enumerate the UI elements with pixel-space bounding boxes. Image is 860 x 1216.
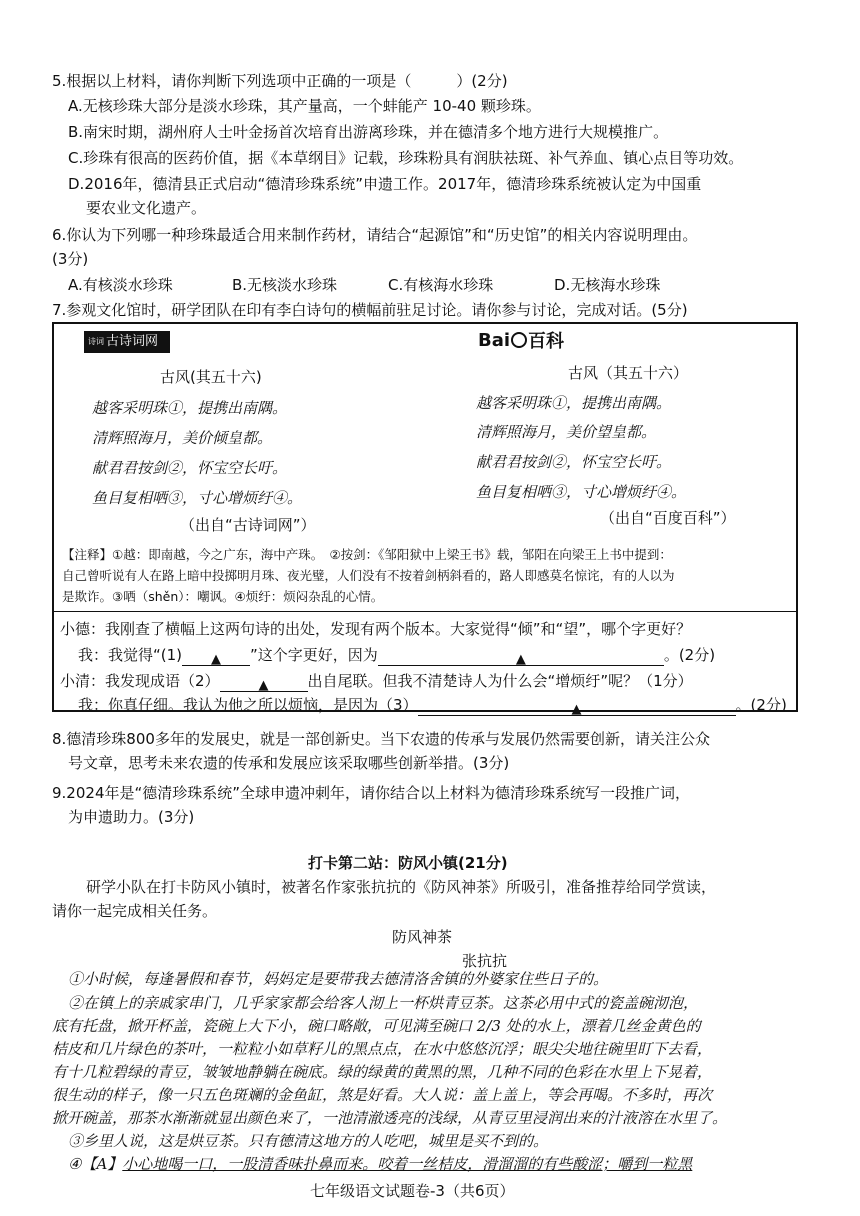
note-line-2: 自己曾听说有人在路上暗中投掷明月珠、夜光璧，人们没有不按着剑柄斜看的，路人即感莫名惊诧，有的人以为 xyxy=(62,568,675,583)
right-poem-title: 古风（其五十六） xyxy=(568,364,689,382)
right-source: （出自“百度百科”） xyxy=(600,509,736,527)
q6-option-b: B.无核淡水珍珠 xyxy=(232,276,338,294)
dialog-xiaoqing-b: 出自尾联。但我不清楚诗人为什么会“增烦纡”呢？（1分） xyxy=(307,672,693,690)
note-line-3: 是欺诈。③哂（shěn）：嘲讽。④烦纡：烦闷杂乱的心情。 xyxy=(62,589,384,604)
dialog-me-2-b: 。(2分) xyxy=(735,696,787,714)
dialog-divider xyxy=(52,611,796,612)
station-heading: 打卡第二站：防风小镇(21分) xyxy=(308,854,508,872)
paragraph-2-line-6: 掀开碗盖，那茶水渐渐就显出颜色来了，一池清澈透亮的浅绿，从青豆里浸润出来的汁液溶在水里了。 xyxy=(52,1109,728,1127)
baidu-logo-text: Bai xyxy=(478,329,511,351)
gushiciwang-logo-mark: 诗词 xyxy=(88,337,104,346)
paragraph-4 xyxy=(68,1153,692,1175)
q5-stem: 5.根据以上材料，请你判断下列选项中正确的一项是（ ）(2分) xyxy=(52,72,508,90)
gushiciwang-logo-text: 古诗词网 xyxy=(106,334,159,349)
q6-points: (3分) xyxy=(52,250,89,268)
left-poem-line-1: 越客采明珠①，提携出南隅。 xyxy=(92,399,288,417)
paragraph-2-line-4: 有十几粒碧绿的青豆，皱皱地静躺在碗底。绿的绿黄的黄黑的黑，几种不同的色彩在水里上下晃着， xyxy=(52,1063,713,1081)
left-poem-line-4: 鱼目复相哂③，寸心增烦纡④。 xyxy=(92,489,303,507)
q9-line-2: 为申遗助力。(3分) xyxy=(68,808,195,826)
gushiciwang-logo xyxy=(84,331,170,353)
page-footer: 七年级语文试题卷-3（共6页） xyxy=(310,1182,515,1200)
dialog-me-1-a: 我：我觉得“(1) xyxy=(78,646,183,664)
blank-marker: ▲ xyxy=(515,652,526,667)
right-poem-line-4: 鱼目复相哂③，寸心增烦纡④。 xyxy=(476,483,687,501)
q9-line-1: 9.2024年是“德清珍珠系统”全球申遗冲刺年，请你结合以上材料为德清珍珠系统写一段推广词， xyxy=(52,784,691,802)
right-poem-line-1: 越客采明珠①，提携出南隅。 xyxy=(476,394,672,412)
paragraph-4-underlined: 小心地喝一口，一股清香味扑鼻而来。咬着一丝桔皮，滑溜溜的有些酸涩；嚼到一粒黑 xyxy=(122,1155,693,1173)
article-author: 张抗抗 xyxy=(462,952,508,970)
answer-blank-2[interactable] xyxy=(220,675,308,692)
q8-line-1: 8.德清珍珠800多年的发展史，就是一部创新史。当下农遗的传承与发展仍然需要创新，请关注公众 xyxy=(52,730,710,748)
left-poem-line-2: 清辉照海月，美价倾皇都。 xyxy=(92,429,273,447)
baike-logo-text: 百科 xyxy=(528,331,565,352)
answer-blank-1-reason[interactable] xyxy=(378,649,664,666)
q5-option-c: C.珍珠有很高的医药价值，据《本草纲目》记载，珍珠粉具有润肤祛斑、补气养血、镇心点目等功效。 xyxy=(68,149,744,167)
dialog-xiaode: 小德：我刚查了横幅上这两句诗的出处，发现有两个版本。大家觉得“倾”和“望”，哪个字更好？ xyxy=(60,620,692,638)
paragraph-2-line-2: 底有托盘，掀开杯盖，瓷碗上大下小，碗口略敞，可见满至碗口 2/3 处的水上，漂着几丝金黄色的 xyxy=(52,1017,701,1035)
blank-marker: ▲ xyxy=(211,652,222,667)
article-title: 防风神茶 xyxy=(392,928,453,946)
dialog-me-2-a: 我：你真仔细。我认为他之所以烦恼，是因为（3） xyxy=(78,696,418,714)
dialog-xiaoqing xyxy=(60,670,693,692)
paragraph-1: ①小时候，每逢暑假和春节，妈妈定是要带我去德清洛舍镇的外婆家住些日子的。 xyxy=(68,970,609,988)
q8-line-2: 号文章，思考未来农遗的传承和发展应该采取哪些创新举措。(3分) xyxy=(68,754,510,772)
answer-blank-3[interactable] xyxy=(418,699,736,716)
q6-option-a: A.有核淡水珍珠 xyxy=(68,276,173,294)
paragraph-2-line-5: 很生动的样子，像一只五色斑斓的金鱼缸，煞是好看。大人说：盖上盖上，等会再喝。不多时，再次 xyxy=(52,1086,713,1104)
paragraph-2-line-1: ②在镇上的亲戚家串门，几乎家家都会给客人沏上一杯烘青豆茶。这茶必用中式的瓷盖碗沏泡， xyxy=(68,994,699,1012)
dialog-me-2 xyxy=(78,694,787,716)
note-line-1: 【注释】①越：即南越，今之广东，海中产珠。 ②按剑：《邹阳狱中上梁王书》载，邹阳在向梁王上书中提到： xyxy=(62,547,672,562)
left-poem-line-3: 献君君按剑②，怀宝空长吁。 xyxy=(92,459,288,477)
q5-option-d-cont: 要农业文化遗产。 xyxy=(86,199,207,217)
dialog-me-1-c: 。(2分) xyxy=(663,646,716,664)
dialog-me-1-b: ”这个字更好，因为 xyxy=(250,646,378,664)
q6-stem: 6.你认为下列哪一种珍珠最适合用来制作药材，请结合“起源馆”和“历史馆”的相关内容说明理由。 xyxy=(52,226,698,244)
right-poem-line-3: 献君君按剑②，怀宝空长吁。 xyxy=(476,453,672,471)
left-source: （出自“古诗词网”） xyxy=(180,516,316,534)
q5-option-d: D.2016年，德清县正式启动“德清珍珠系统”申遗工作。2017年，德清珍珠系统被认定为中国重 xyxy=(68,175,702,193)
paragraph-4-marker: ④【A】 xyxy=(68,1155,123,1173)
q6-option-c: C.有核海水珍珠 xyxy=(388,276,494,294)
blank-marker: ▲ xyxy=(571,702,582,717)
paragraph-3: ③乡里人说，这是烘豆茶。只有德清这地方的人吃吧，城里是买不到的。 xyxy=(68,1132,549,1150)
right-poem-line-2: 清辉照海月，美价望皇都。 xyxy=(476,423,657,441)
station-intro-2: 请你一起完成相关任务。 xyxy=(52,902,218,920)
paw-icon xyxy=(511,332,527,348)
station-intro-1: 研学小队在打卡防风小镇时，被著名作家张抗抗的《防风神茶》所吸引，准备推荐给同学赏读， xyxy=(86,878,717,896)
baidu-baike-logo xyxy=(478,327,564,353)
left-poem-title: 古风(其五十六) xyxy=(160,368,262,386)
blank-marker: ▲ xyxy=(258,678,269,693)
paragraph-2-line-3: 桔皮和几片绿色的茶叶，一粒粒小如草籽儿的黑点点，在水中悠悠沉浮；眼尖尖地往碗里盯下去看， xyxy=(52,1040,713,1058)
q7-stem: 7.参观文化馆时，研学团队在印有李白诗句的横幅前驻足讨论。请你参与讨论，完成对话。(5分) xyxy=(52,301,688,319)
q5-option-b: B.南宋时期，湖州府人士叶金扬首次培育出游离珍珠，并在德清多个地方进行大规模推广。 xyxy=(68,123,669,141)
answer-blank-1[interactable] xyxy=(182,649,250,666)
q6-option-d: D.无核海水珍珠 xyxy=(554,276,661,294)
dialog-xiaoqing-a: 小清：我发现成语（2） xyxy=(60,672,220,690)
dialog-me-1 xyxy=(78,644,715,666)
q5-option-a: A.无核珍珠大部分是淡水珍珠，其产量高，一个蚌能产 10-40 颗珍珠。 xyxy=(68,97,541,115)
